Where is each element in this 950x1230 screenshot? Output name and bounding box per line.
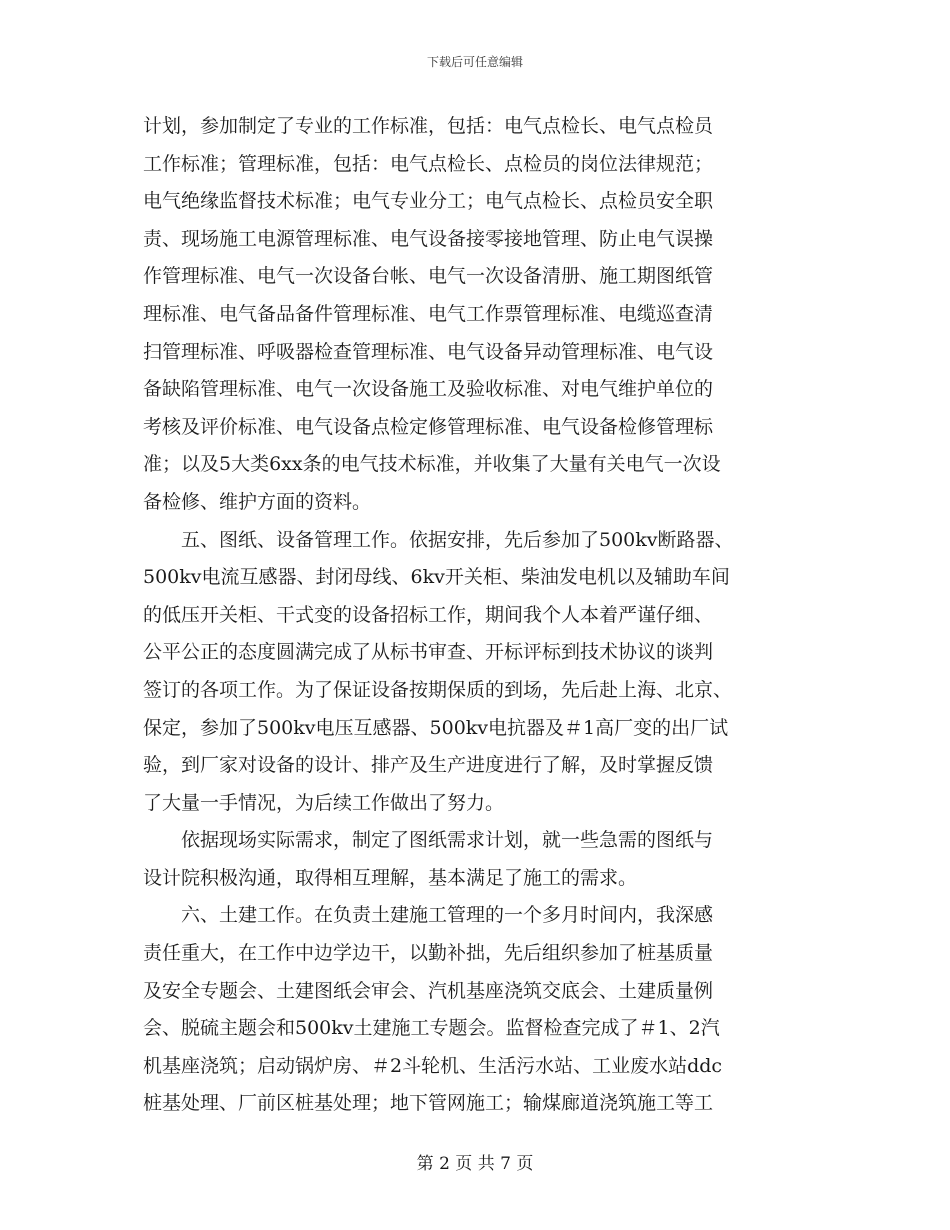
text-line: 设计院积极沟通，取得相互理解，基本满足了施工的需求。: [143, 866, 638, 889]
text-line: 桩基处理、厂前区桩基处理；地下管网施工；输煤廊道浇筑施工等工: [143, 1092, 714, 1115]
text-line: 工作标准；管理标准，包括：电气点检长、点检员的岗位法律规范；: [143, 152, 714, 175]
text-line: 电气绝缘监督技术标准；电气专业分工；电气点检长、点检员安全职: [143, 190, 714, 213]
text-line: 责任重大，在工作中边学边干，以勤补拙，先后组织参加了桩基质量: [143, 942, 714, 965]
text-line: 及安全专题会、土建图纸会审会、汽机基座浇筑交底会、土建质量例: [143, 979, 714, 1002]
text-line: 作管理标准、电气一次设备台帐、电气一次设备清册、施工期图纸管: [143, 265, 714, 288]
text-line: 备缺陷管理标准、电气一次设备施工及验收标准、对电气维护单位的: [143, 378, 714, 401]
text-line: 会、脱硫主题会和500kv土建施工专题会。监督检查完成了＃1、2汽: [143, 1017, 720, 1040]
body-text: [143, 108, 811, 1123]
text-line: 验，到厂家对设备的设计、排产及生产进度进行了解，及时掌握反馈: [143, 754, 714, 777]
text-line: 责、现场施工电源管理标准、电气设备接零接地管理、防止电气误操: [143, 227, 714, 250]
text-line: 机基座浇筑；启动锅炉房、＃2斗轮机、生活污水站、工业废水站ddc: [143, 1054, 723, 1077]
text-line: 扫管理标准、呼吸器检查管理标准、电气设备异动管理标准、电气设: [143, 340, 714, 363]
text-line: 准；以及5大类6xx条的电气技术标准，并收集了大量有关电气一次设: [143, 453, 721, 476]
text-line: 保定，参加了500kv电压互感器、500kv电抗器及＃1高厂变的出厂试: [143, 716, 729, 739]
text-line: 公平公正的态度圆满完成了从标书审查、开标评标到技术协议的谈判: [143, 641, 714, 664]
text-line: 五、图纸、设备管理工作。依据安排，先后参加了500kv断路器、: [143, 528, 734, 551]
page-footer: 第 2 页 共 7 页: [416, 1154, 534, 1174]
text-line: 计划，参加制定了专业的工作标准，包括：电气点检长、电气点检员: [143, 115, 714, 137]
text-line: 500kv电流互感器、封闭母线、6kv开关柜、柴油发电机以及辅助车间: [143, 566, 730, 589]
text-line: 了大量一手情况，为后续工作做出了努力。: [143, 791, 505, 814]
text-line: 签订的各项工作。为了保证设备按期保质的到场，先后赴上海、北京、: [143, 678, 733, 701]
text-line: 考核及评价标准、电气设备点检定修管理标准、电气设备检修管理标: [143, 415, 714, 438]
page-header: 下载后可任意编辑: [426, 55, 523, 69]
text-line: 备检修、维护方面的资料。: [143, 490, 372, 513]
text-line: 六、土建工作。在负责土建施工管理的一个多月时间内，我深感: [143, 904, 714, 927]
text-line: 理标准、电气备品备件管理标准、电气工作票管理标准、电缆巡查清: [143, 302, 714, 325]
text-line: 的低压开关柜、干式变的设备招标工作，期间我个人本着严谨仔细、: [143, 603, 714, 626]
text-line: 依据现场实际需求，制定了图纸需求计划，就一些急需的图纸与: [143, 829, 714, 852]
